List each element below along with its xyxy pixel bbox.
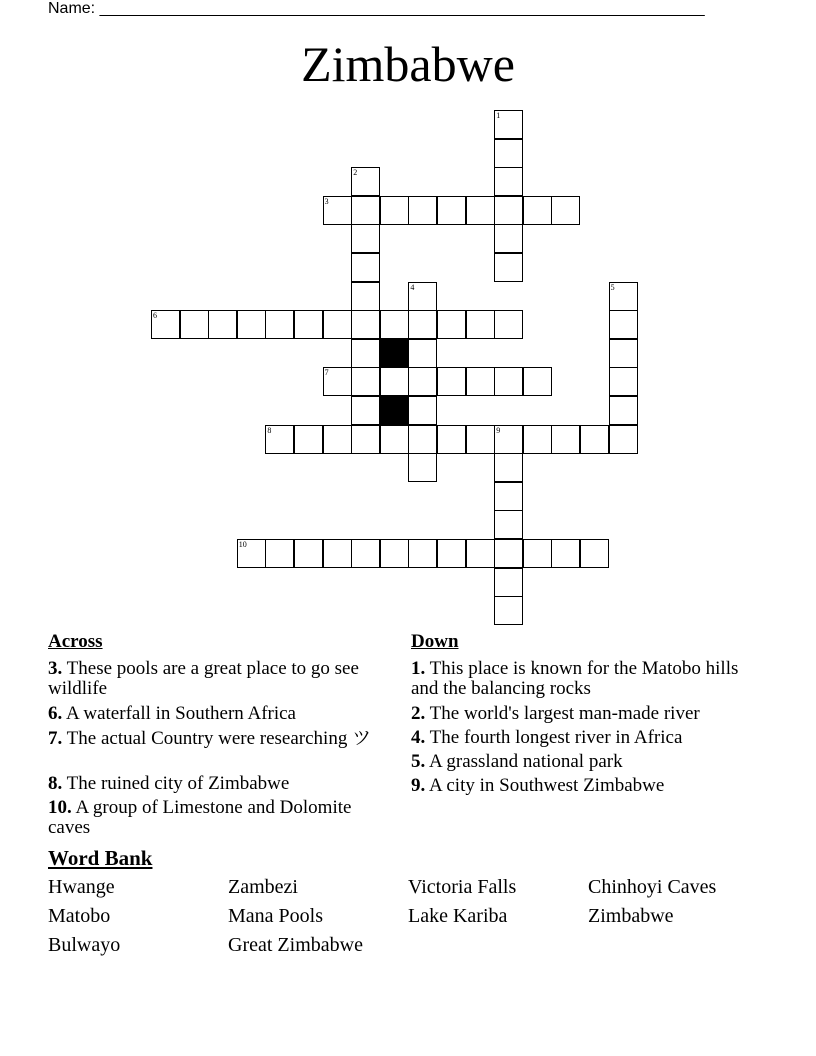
answer-cell[interactable] [523, 367, 552, 396]
answer-cell[interactable] [408, 367, 437, 396]
clue-number: 2 [353, 168, 358, 178]
answer-cell[interactable] [494, 596, 523, 625]
word-bank-item: Chinhoyi Caves [588, 876, 717, 898]
across-clue-8: 8. The ruined city of Zimbabwe [48, 773, 290, 794]
across-clue-6: 6. A waterfall in Southern Africa [48, 703, 296, 724]
block-cell [380, 396, 409, 425]
answer-cell[interactable] [380, 425, 409, 454]
answer-cell[interactable] [408, 539, 437, 568]
answer-cell[interactable] [351, 425, 380, 454]
answer-cell[interactable] [494, 453, 523, 482]
answer-cell[interactable] [294, 310, 323, 339]
answer-cell[interactable] [609, 425, 638, 454]
answer-cell[interactable] [466, 196, 495, 225]
answer-cell[interactable] [351, 310, 380, 339]
answer-cell[interactable] [351, 167, 380, 196]
answer-cell[interactable] [180, 310, 209, 339]
down-clue-5: 5. A grassland national park [411, 751, 623, 772]
answer-cell[interactable] [351, 253, 380, 282]
answer-cell[interactable] [609, 339, 638, 368]
answer-cell[interactable] [523, 425, 552, 454]
clue-number: 9 [496, 425, 501, 435]
across-clue-3: 3. These pools are a great place to go see wildlife [48, 658, 359, 699]
word-bank-heading: Word Bank [48, 846, 153, 870]
word-bank-item: Great Zimbabwe [228, 934, 363, 956]
answer-cell[interactable] [609, 282, 638, 311]
answer-cell[interactable] [494, 425, 523, 454]
answer-cell[interactable] [494, 310, 523, 339]
word-bank-item: Lake Kariba [408, 905, 508, 927]
answer-cell[interactable] [351, 367, 380, 396]
answer-cell[interactable] [437, 196, 466, 225]
answer-cell[interactable] [551, 196, 580, 225]
down-clue-1: 1. This place is known for the Matobo hills and the balancing rocks [411, 658, 739, 699]
answer-cell[interactable] [323, 539, 352, 568]
answer-cell[interactable] [380, 367, 409, 396]
answer-cell[interactable] [265, 425, 294, 454]
answer-cell[interactable] [380, 196, 409, 225]
answer-cell[interactable] [494, 482, 523, 511]
answer-cell[interactable] [351, 224, 380, 253]
answer-cell[interactable] [437, 310, 466, 339]
answer-cell[interactable] [151, 310, 180, 339]
answer-cell[interactable] [466, 425, 495, 454]
answer-cell[interactable] [437, 367, 466, 396]
down-heading: Down [411, 631, 459, 652]
answer-cell[interactable] [580, 425, 609, 454]
answer-cell[interactable] [609, 310, 638, 339]
clue-number: 7 [324, 368, 329, 378]
answer-cell[interactable] [494, 510, 523, 539]
clue-number: 3 [324, 196, 329, 206]
answer-cell[interactable] [494, 224, 523, 253]
answer-cell[interactable] [494, 110, 523, 139]
answer-cell[interactable] [294, 539, 323, 568]
clue-number: 6 [153, 311, 157, 321]
answer-cell[interactable] [323, 367, 352, 396]
answer-cell[interactable] [294, 425, 323, 454]
clue-number: 8 [267, 425, 272, 435]
down-clue-2: 2. The world's largest man-made river [411, 703, 700, 724]
answer-cell[interactable] [408, 425, 437, 454]
answer-cell[interactable] [494, 167, 523, 196]
clue-number: 4 [410, 282, 415, 292]
answer-cell[interactable] [265, 310, 294, 339]
page-title: Zimbabwe [301, 36, 515, 92]
block-cell [380, 339, 409, 368]
answer-cell[interactable] [351, 282, 380, 311]
answer-cell[interactable] [408, 310, 437, 339]
answer-cell[interactable] [265, 539, 294, 568]
word-bank-item: Victoria Falls [408, 876, 517, 898]
answer-cell[interactable] [208, 310, 237, 339]
answer-cell[interactable] [351, 339, 380, 368]
answer-cell[interactable] [237, 539, 266, 568]
name-field-label: Name: ____________________________________________________________________ [48, 0, 705, 17]
answer-cell[interactable] [494, 196, 523, 225]
answer-cell[interactable] [323, 425, 352, 454]
clue-number: 1 [496, 111, 501, 120]
word-bank-item: Hwange [48, 876, 115, 898]
answer-cell[interactable] [551, 539, 580, 568]
answer-cell[interactable] [380, 310, 409, 339]
answer-cell[interactable] [494, 253, 523, 282]
down-clue-4: 4. The fourth longest river in Africa [411, 727, 683, 748]
word-bank-item: Bulwayo [48, 934, 121, 956]
answer-cell[interactable] [494, 367, 523, 396]
answer-cell[interactable] [466, 310, 495, 339]
answer-cell[interactable] [551, 425, 580, 454]
across-heading: Across [48, 631, 103, 652]
answer-cell[interactable] [523, 196, 552, 225]
word-bank-item: Mana Pools [228, 905, 323, 927]
answer-cell[interactable] [580, 539, 609, 568]
answer-cell[interactable] [408, 339, 437, 368]
answer-cell[interactable] [466, 367, 495, 396]
answer-cell[interactable] [408, 282, 437, 311]
clue-number: 10 [238, 540, 247, 549]
answer-cell[interactable] [408, 453, 437, 482]
answer-cell[interactable] [466, 539, 495, 568]
answer-cell[interactable] [380, 539, 409, 568]
word-bank-item: Zambezi [228, 876, 298, 898]
word-bank-item: Zimbabwe [588, 905, 674, 927]
answer-cell[interactable] [351, 539, 380, 568]
answer-cell[interactable] [351, 196, 380, 225]
across-clue-10: 10. A group of Limestone and Dolomite caves [48, 797, 352, 838]
clue-number: 5 [610, 282, 615, 292]
answer-cell[interactable] [351, 396, 380, 425]
answer-cell[interactable] [323, 196, 352, 225]
answer-cell[interactable] [609, 396, 638, 425]
answer-cell[interactable] [437, 425, 466, 454]
answer-cell[interactable] [323, 310, 352, 339]
answer-cell[interactable] [494, 139, 523, 168]
answer-cell[interactable] [237, 310, 266, 339]
across-clue-7: 7. The actual Country were researching ツ [48, 728, 372, 749]
answer-cell[interactable] [408, 196, 437, 225]
answer-cell[interactable] [437, 539, 466, 568]
down-clue-9: 9. A city in Southwest Zimbabwe [411, 775, 665, 796]
answer-cell[interactable] [494, 539, 523, 568]
answer-cell[interactable] [408, 396, 437, 425]
answer-cell[interactable] [609, 367, 638, 396]
word-bank-item: Matobo [48, 905, 111, 927]
answer-cell[interactable] [523, 539, 552, 568]
answer-cell[interactable] [494, 568, 523, 597]
